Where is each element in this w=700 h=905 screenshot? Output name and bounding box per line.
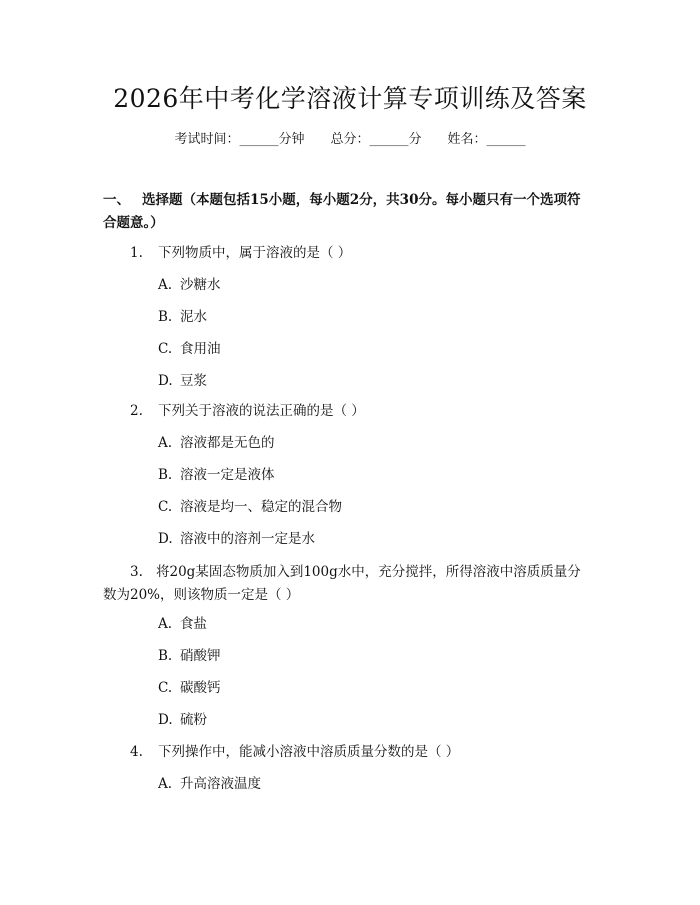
question-1-option-c: [158, 339, 221, 359]
option-text: 溶液是均一、稳定的混合物: [180, 499, 342, 515]
exam-info-line: [0, 130, 700, 150]
option-text: 沙糖水: [180, 277, 221, 293]
option-letter: D.: [158, 712, 173, 728]
section-instructions-line1: 选择题（本题包括15小题，每小题2分，共30分。每小题只有一个选项符: [142, 192, 581, 208]
question-4-option-a: [158, 774, 261, 794]
section-heading: [103, 189, 603, 235]
question-2-option-a: [158, 433, 275, 453]
option-letter: A.: [158, 616, 173, 632]
option-text: 硫粉: [180, 712, 207, 728]
option-text: 硝酸钾: [180, 648, 221, 664]
question-text: 下列操作中，能减小溶液中溶质质量分数的是（ ）: [158, 744, 460, 760]
option-letter: B.: [158, 648, 173, 664]
question-number: 3.: [130, 564, 143, 580]
option-letter: D.: [158, 531, 173, 547]
student-name-field: 姓名：______: [447, 132, 526, 147]
question-number: 2.: [130, 403, 143, 419]
question-3-option-c: [158, 678, 221, 698]
question-1-option-a: [158, 275, 221, 295]
option-letter: A.: [158, 435, 173, 451]
option-letter: A.: [158, 277, 173, 293]
question-1: [103, 242, 603, 265]
option-text: 碳酸钙: [180, 680, 221, 696]
option-letter: C.: [158, 680, 173, 696]
option-text: 食用油: [180, 341, 221, 357]
question-number: 1.: [130, 245, 143, 261]
option-letter: C.: [158, 499, 173, 515]
option-letter: B.: [158, 309, 173, 325]
question-text: 下列物质中，属于溶液的是（ ）: [158, 245, 352, 261]
option-text: 溶液都是无色的: [180, 435, 275, 451]
question-2: [103, 400, 603, 423]
question-number: 4.: [130, 744, 143, 760]
question-3-option-a: [158, 614, 207, 634]
option-letter: B.: [158, 467, 173, 483]
option-text: 豆浆: [180, 373, 207, 389]
section-instructions-line2: 合题意。）: [103, 215, 164, 231]
option-letter: D.: [158, 373, 173, 389]
question-2-option-c: [158, 497, 342, 517]
question-text-line1: 将20g某固态物质加入到100g水中，充分搅拌，所得溶液中溶质质量分: [156, 564, 581, 580]
option-text: 溶液一定是液体: [180, 467, 275, 483]
option-text: 泥水: [180, 309, 207, 325]
option-letter: A.: [158, 776, 173, 792]
option-text: 升高溶液温度: [180, 776, 261, 792]
exam-time-field: 考试时间：______分钟: [174, 132, 305, 147]
section-number: 一、: [103, 192, 130, 208]
question-1-option-d: [158, 371, 207, 391]
option-text: 溶液中的溶剂一定是水: [180, 531, 315, 547]
question-3-option-d: [158, 710, 207, 730]
total-score-field: 总分：______分: [330, 132, 422, 147]
question-2-option-b: [158, 465, 275, 485]
option-text: 食盐: [180, 616, 207, 632]
question-text: 下列关于溶液的说法正确的是（ ）: [158, 403, 365, 419]
question-1-option-b: [158, 307, 207, 327]
question-2-option-d: [158, 529, 315, 549]
document-title: 2026年中考化学溶液计算专项训练及答案: [113, 84, 587, 113]
question-3-option-b: [158, 646, 221, 666]
option-letter: C.: [158, 341, 173, 357]
question-text-line2: 数为20%，则该物质一定是（ ）: [103, 587, 300, 603]
question-4: [103, 741, 603, 764]
question-3: [103, 561, 603, 607]
